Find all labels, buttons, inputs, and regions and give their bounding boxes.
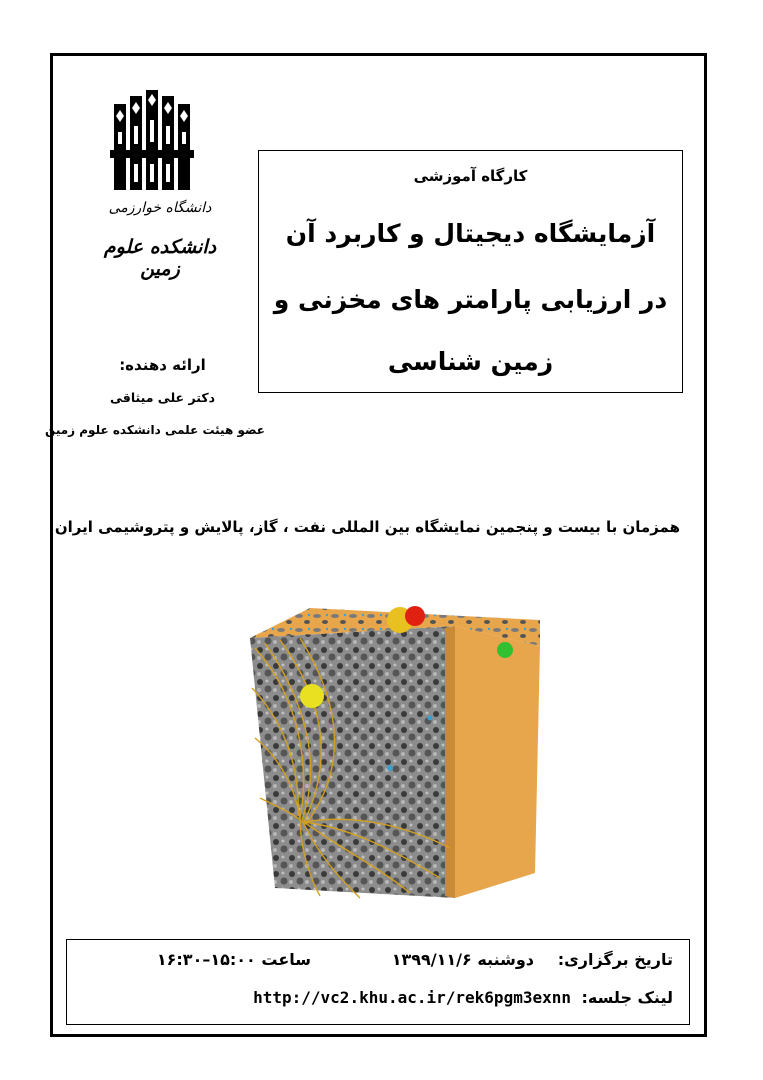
title-line-1: آزمایشگاه دیجیتال و کاربرد آن: [285, 219, 656, 248]
time-value: ساعت ۱۵:۰۰–۱۶:۳۰: [156, 950, 311, 969]
presenter-label: ارائه دهنده:: [119, 356, 206, 374]
session-link[interactable]: http://vc2.khu.ac.ir/rek6pgm3exnn: [253, 988, 571, 1007]
date-row: [67, 950, 689, 980]
link-label: لینک جلسه:: [581, 988, 673, 1007]
workshop-title-box: [258, 150, 683, 393]
university-logo-icon: [110, 90, 194, 190]
faculty-name: دانشکده علوم زمین: [103, 236, 217, 280]
title-line-3: زمین شناسی: [387, 347, 554, 376]
presenter-name: دکتر علی میثاقی: [109, 390, 216, 405]
session-info-box: [66, 939, 690, 1025]
presenter-block: [45, 356, 265, 437]
presenter-role: عضو هیئت علمی دانشکده علوم زمین: [45, 423, 265, 437]
workshop-label: کارگاه آموزشی: [413, 167, 528, 185]
porous-rock-cube-icon: [240, 598, 550, 908]
university-name: دانشگاه خوارزمی: [108, 200, 212, 216]
title-line-2: در ارزیابی پارامتر های مخزنی و: [273, 285, 668, 314]
date-value: دوشنبه ۱۳۹۹/۱۱/۶: [391, 950, 534, 969]
date-label: تاریخ برگزاری:: [557, 950, 673, 969]
link-row: [67, 988, 689, 1018]
event-announcement: همزمان با بیست و پنجمین نمایشگاه بین المللی نفت ، گاز، پالایش و پتروشیمی ایران: [54, 518, 680, 536]
